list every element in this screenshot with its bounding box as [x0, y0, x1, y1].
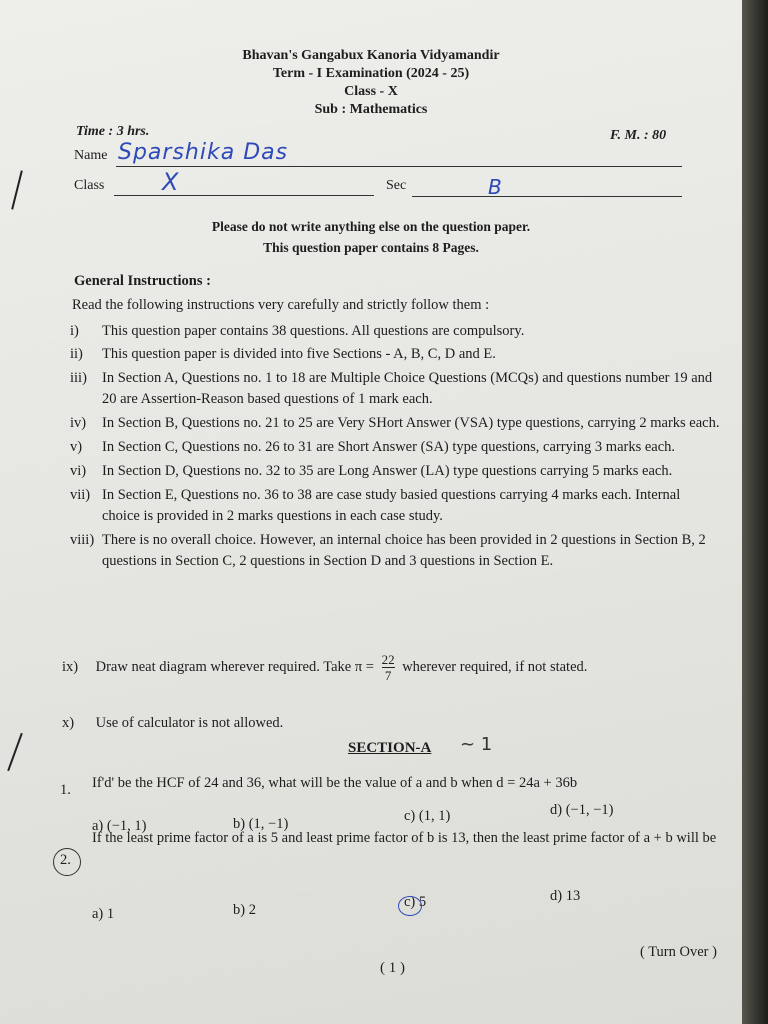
instruction-ix: [62, 652, 742, 683]
instruction-item: [70, 485, 720, 527]
question-2-option-c: c) 5: [404, 894, 427, 910]
instructions-heading: General Instructions :: [74, 273, 211, 289]
question-2-option-a: a) 1: [92, 906, 115, 922]
instruction-number: v): [70, 439, 83, 455]
school-name: Bhavan's Gangabux Kanoria Vidyamandir: [242, 48, 500, 63]
instructions-list: [70, 321, 720, 575]
instruction-text: There is no overall choice. However, an internal choice has been provided in 2 questions in Section B, 2 questions in Section C, 2 questions in Section D and 3 questions in Section E.: [102, 532, 706, 569]
instruction-number: vi): [70, 463, 87, 479]
instruction-number: iii): [70, 370, 87, 386]
instruction-x: [62, 713, 283, 734]
notice-line-2: This question paper contains 8 Pages.: [263, 240, 479, 255]
sec-label: Sec: [386, 178, 407, 193]
instruction-item: [70, 530, 720, 572]
name-value-handwritten: Sparshika Das: [118, 140, 289, 165]
instruction-text: Use of calculator is not allowed.: [95, 715, 284, 731]
question-1-option-c: c) (1, 1): [404, 808, 451, 824]
instruction-text: This question paper contains 38 questions. All questions are compulsory.: [102, 323, 525, 339]
instruction-text: In Section E, Questions no. 36 to 38 are case study basied questions carrying 4 marks each. Internal choice is provided in 2 marks questions in each case study.: [102, 487, 681, 524]
instruction-number: ii): [70, 346, 83, 362]
page-number: ( 1 ): [380, 960, 405, 976]
instruction-number: iv): [70, 415, 87, 431]
question-1-number: 1.: [60, 782, 71, 798]
instruction-item: [70, 437, 720, 458]
margin-pen-mark: [11, 170, 23, 209]
handwritten-answer-circle: [398, 896, 422, 916]
instruction-text: In Section A, Questions no. 1 to 18 are Multiple Choice Questions (MCQs) and questions number 19 and 20 are Assertion-Reason based questions of 1 mark each.: [102, 370, 713, 407]
pi-fraction: [382, 652, 395, 683]
margin-pen-mark: [7, 733, 23, 771]
instruction-text: This question paper is divided into five Sections - A, B, C, D and E.: [102, 346, 496, 362]
question-1-option-d: d) (−1, −1): [550, 802, 614, 818]
instruction-item: [70, 461, 720, 482]
instruction-text: Draw neat diagram wherever required. Take π =: [95, 658, 374, 675]
instruction-item: [70, 344, 720, 365]
section-title: SECTION-A: [348, 740, 432, 756]
instruction-number: viii): [70, 532, 95, 548]
sec-line: [412, 196, 682, 197]
name-line: [116, 166, 682, 167]
question-2-option-b: b) 2: [233, 902, 256, 918]
class-label: Class: [74, 178, 105, 193]
instruction-text: In Section D, Questions no. 32 to 35 are Long Answer (LA) type questions carrying 5 marks each.: [102, 463, 673, 479]
exam-title: Term - I Examination (2024 - 25): [272, 66, 470, 81]
time-label: Time : 3 hrs.: [76, 124, 150, 139]
class-heading: Class - X: [344, 84, 398, 99]
instruction-number: x): [62, 715, 75, 731]
subject-heading: Sub : Mathematics: [314, 102, 428, 117]
turn-over-note: ( Turn Over ): [640, 944, 717, 960]
instruction-number: i): [70, 323, 79, 339]
instruction-item: [70, 368, 720, 410]
instruction-text: wherever required, if not stated.: [402, 658, 588, 675]
sec-value-handwritten: B: [488, 175, 502, 199]
class-value-handwritten: X: [162, 168, 179, 196]
instruction-text: In Section B, Questions no. 21 to 25 are Very SHort Answer (VSA) type questions, carrying 2 marks each.: [102, 415, 720, 431]
notice-line-1: Please do not write anything else on the question paper.: [211, 219, 531, 234]
question-2-number: 2.: [60, 852, 71, 868]
instruction-item: [70, 413, 720, 434]
name-label: Name: [74, 148, 108, 163]
instruction-number: ix): [62, 658, 79, 675]
instruction-item: [70, 321, 720, 342]
section-handwritten-note: ~ 1: [460, 734, 493, 755]
question-1-option-b: b) (1, −1): [233, 816, 289, 832]
full-marks: F. M. : 80: [610, 128, 667, 143]
fraction-numerator: 22: [381, 652, 395, 667]
instructions-intro: Read the following instructions very carefully and strictly follow them :: [72, 297, 490, 313]
background-edge: [742, 0, 768, 1024]
instruction-number: vii): [70, 487, 91, 503]
fraction-denominator: 7: [384, 668, 392, 683]
instruction-text: In Section C, Questions no. 26 to 31 are Short Answer (SA) type questions, carrying 3 marks each.: [102, 439, 676, 455]
question-1-option-a: a) (−1, 1): [92, 818, 147, 834]
question-1-text: If'd' be the HCF of 24 and 36, what will be the value of a and b when d = 24a + 36b: [92, 775, 578, 791]
question-2-text: If the least prime factor of a is 5 and least prime factor of b is 13, then the least prime factor of a + b will be: [92, 830, 717, 846]
question-2-option-d: d) 13: [550, 888, 581, 904]
class-line: [114, 195, 374, 196]
